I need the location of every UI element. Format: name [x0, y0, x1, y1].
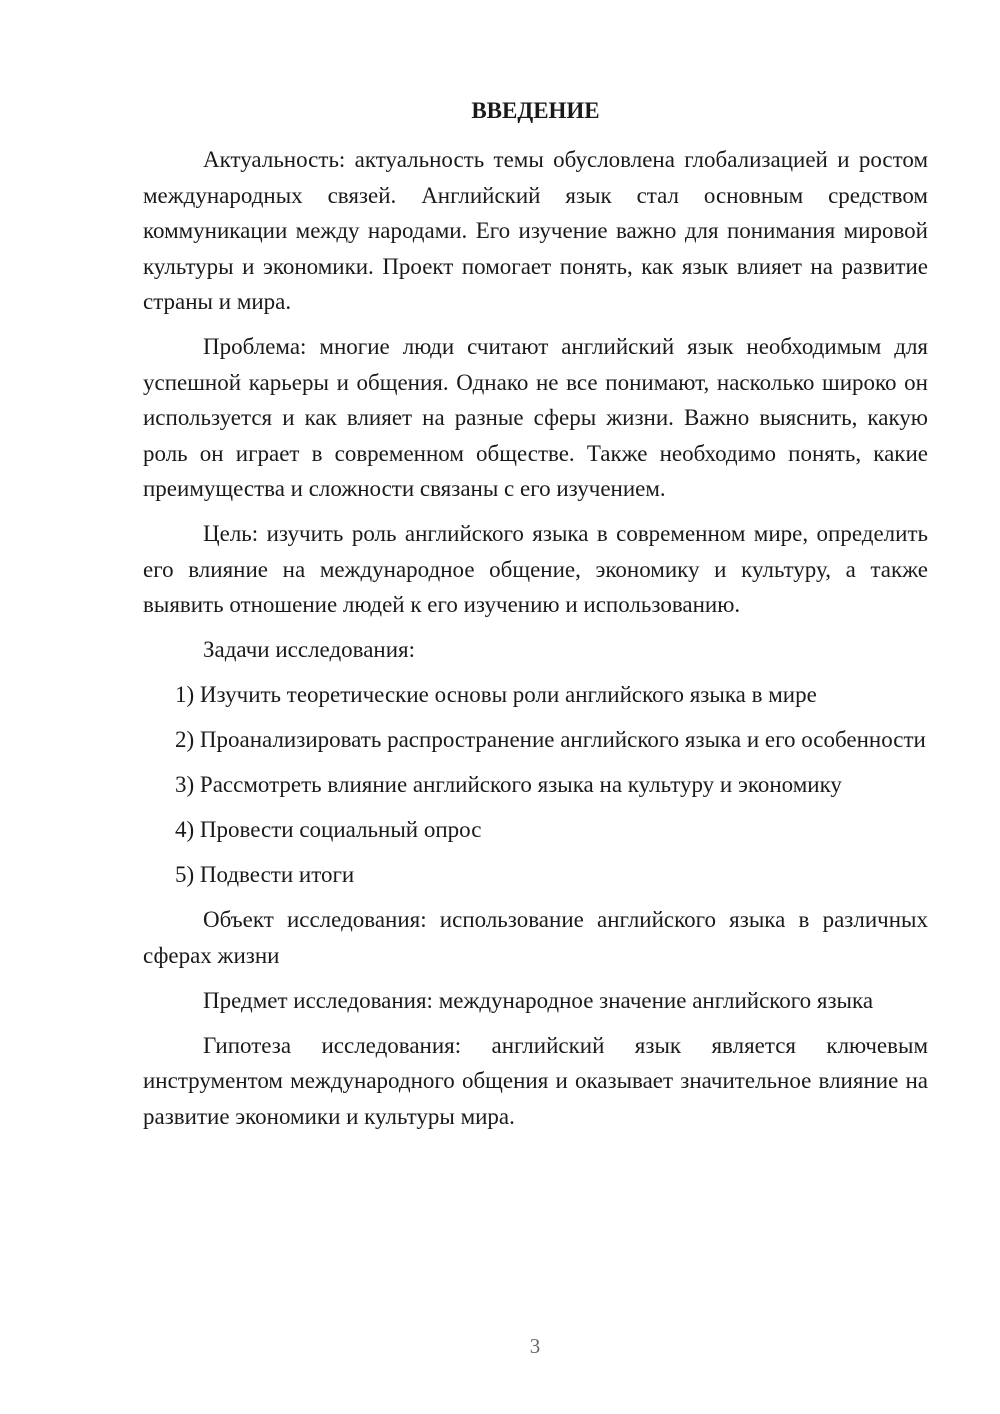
object-paragraph: Объект исследования: использование английского языка в различных сферах жизни	[143, 907, 928, 968]
tasks-intro: Задачи исследования:	[203, 637, 416, 662]
hypothesis-paragraph: Гипотеза исследования: английский язык является ключевым инструментом международного общения и оказывает значительное влияние на развитие экономики и культуры мира.	[143, 1032, 928, 1129]
task-item-2: 2) Проанализировать распространение английского языка и его особенности	[175, 727, 926, 752]
task-item-3: 3) Рассмотреть влияние английского языка на культуру и экономику	[175, 772, 842, 797]
document-body	[143, 142, 928, 1144]
subject-paragraph: Предмет исследования: международное значение английского языка	[203, 987, 874, 1013]
task-item-1: 1) Изучить теоретические основы роли английского языка в мире	[175, 682, 817, 707]
section-heading: ВВЕДЕНИЕ	[471, 98, 600, 123]
page-number: 3	[529, 1334, 541, 1358]
relevance-paragraph: Актуальность: актуальность темы обусловлена глобализацией и ростом международных связей. Английский язык стал основным средством коммуникации между народами. Его изучение важно для понимания мировой культуры и экономики. Проект помогает понять, как язык влияет на развитие страны и мира.	[143, 147, 928, 314]
task-item-4: 4) Провести социальный опрос	[175, 817, 482, 842]
task-item-5: 5) Подвести итоги	[175, 862, 355, 887]
goal-paragraph: Цель: изучить роль английского языка в современном мире, определить его влияние на международное общение, экономику и культуру, а также выявить отношение людей к его изучению и использованию.	[143, 521, 928, 617]
problem-paragraph: Проблема: многие люди считают английский язык необходимым для успешной карьеры и общения. Однако не все понимают, насколько широко он используется и как влияет на разные сферы жизни. Важно выяснить, какую роль он играет в современном обществе. Также необходимо понять, какие преимущества и сложности связаны с его изучением.	[143, 334, 928, 501]
